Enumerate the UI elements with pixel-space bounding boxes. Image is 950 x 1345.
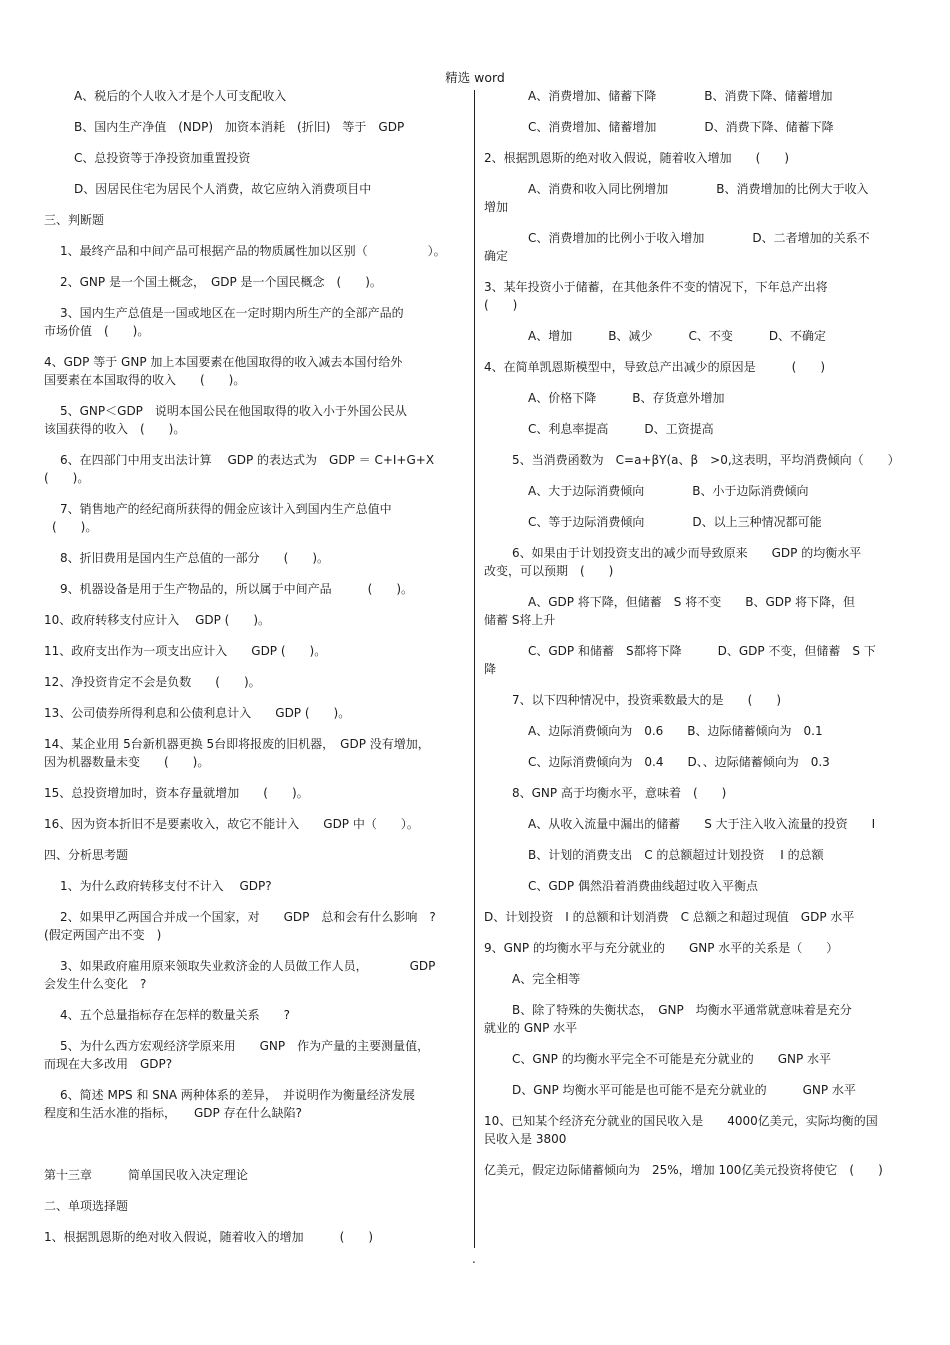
text-line: 亿美元，假定边际储蓄倾向为 25%，增加 100亿美元投资将使它 ( ) <box>484 1163 883 1177</box>
text-line: (假定两国产出不变 ) <box>44 928 162 942</box>
text-line: C、GDP 和储蓄 S都将下降 D、GDP 不变，但储蓄 S 下 <box>528 644 876 658</box>
text-line: 增加 <box>484 200 509 214</box>
text-line: B、国内生产净值 (NDP) 加资本消耗 (折旧) 等于 GDP <box>74 120 405 134</box>
text-line: 12、净投资肯定不会是负数 ( )。 <box>44 675 261 689</box>
text-line: 14、某企业用 5台新机器更换 5台即将报废的旧机器， GDP 没有增加， <box>44 737 430 751</box>
text-line: 因为机器数量未变 ( )。 <box>44 755 210 769</box>
text-line: A、完全相等 <box>512 972 581 986</box>
text-line: A、边际消费倾向为 0.6 B、边际储蓄倾向为 0.1 <box>528 724 823 738</box>
text-line: 会发生什么变化 ? <box>44 977 147 991</box>
text-line: 四、分析思考题 <box>44 848 129 862</box>
text-line: 3、国内生产总值是一国或地区在一定时期内所生产的全部产品的 <box>60 306 404 320</box>
page-header: 精选 word <box>445 70 505 85</box>
text-line: 二、单项选择题 <box>44 1199 129 1213</box>
text-line: A、大于边际消费倾向 B、小于边际消费倾向 <box>528 484 809 498</box>
text-line: D、GNP 均衡水平可能是也可能不是充分就业的 GNP 水平 <box>512 1083 856 1097</box>
text-line: A、增加 B、减少 C、不变 D、不确定 <box>528 329 827 343</box>
text-line: 5、当消费函数为 C=a+βY(a、β >0,这表明，平均消费倾向（ ） <box>512 453 900 467</box>
text-line: 10、已知某个经济充分就业的国民收入是 4000亿美元，实际均衡的国 <box>484 1114 878 1128</box>
text-line: 4、GDP 等于 GNP 加上本国要素在他国取得的收入减去本国付给外 <box>44 355 403 369</box>
text-line: 市场价值 ( )。 <box>44 324 150 338</box>
text-line: 3、某年投资小于储蓄，在其他条件不变的情况下，下年总产出将 <box>484 280 828 294</box>
column-divider <box>474 90 475 1248</box>
text-line: 降 <box>484 662 497 676</box>
text-line: 5、为什么西方宏观经济学原来用 GNP 作为产量的主要测量值， <box>60 1039 430 1053</box>
text-line: A、消费增加、储蓄下降 B、消费下降、储蓄增加 <box>528 89 833 103</box>
text-line: 2、GNP 是一个国土概念， GDP 是一个国民概念 ( )。 <box>60 275 382 289</box>
text-line: 8、GNP 高于均衡水平，意味着 ( ) <box>512 786 727 800</box>
text-line: 6、简述 MPS 和 SNA 两种体系的差异， 并说明作为衡量经济发展 <box>60 1088 415 1102</box>
text-line: 5、GNP＜GDP 说明本国公民在他国取得的收入小于外国公民从 <box>60 404 407 418</box>
text-line: A、从收入流量中漏出的储蓄 S 大于注入收入流量的投资 I <box>528 817 876 831</box>
text-line: C、等于边际消费倾向 D、以上三种情况都可能 <box>528 515 822 529</box>
text-line: 6、在四部门中用支出法计算 GDP 的表达式为 GDP ＝ C+I+G+X <box>60 453 435 467</box>
page-footer-mark: . <box>472 1252 476 1266</box>
text-line: 而现在大多改用 GDP? <box>44 1057 173 1071</box>
text-line: 13、公司债券所得利息和公债利息计入 GDP ( )。 <box>44 706 351 720</box>
text-line: ( ) <box>484 298 518 312</box>
text-line: 9、GNP 的均衡水平与充分就业的 GNP 水平的关系是（ ） <box>484 941 839 955</box>
text-line: 4、在简单凯恩斯模型中，导致总产出减少的原因是 ( ) <box>484 360 826 374</box>
text-line: A、价格下降 B、存货意外增加 <box>528 391 725 405</box>
text-line: 2、根据凯恩斯的绝对收入假说，随着收入增加 ( ) <box>484 151 790 165</box>
text-line: C、利息率提高 D、工资提高 <box>528 422 714 436</box>
text-line: C、消费增加的比例小于收入增加 D、二者增加的关系不 <box>528 231 870 245</box>
text-line: ( )。 <box>44 471 90 485</box>
text-line: C、消费增加、储蓄增加 D、消费下降、储蓄下降 <box>528 120 834 134</box>
text-line: 1、最终产品和中间产品可根据产品的物质属性加以区别（ ）。 <box>60 244 446 258</box>
text-line: 7、以下四种情况中，投资乘数最大的是 ( ) <box>512 693 781 707</box>
text-line: C、GDP 偶然沿着消费曲线超过收入平衡点 <box>528 879 758 893</box>
text-line: ( )。 <box>52 520 98 534</box>
text-line: 10、政府转移支付应计入 GDP ( )。 <box>44 613 271 627</box>
text-line: 6、如果由于计划投资支出的减少而导致原来 GDP 的均衡水平 <box>512 546 862 560</box>
text-line: A、税后的个人收入才是个人可支配收入 <box>74 89 287 103</box>
text-line: D、计划投资 I 的总额和计划消费 C 总额之和超过现值 GDP 水平 <box>484 910 855 924</box>
text-line: 9、机器设备是用于生产物品的，所以属于中间产品 ( )。 <box>60 582 414 596</box>
text-line: 储蓄 S将上升 <box>484 613 556 627</box>
text-line: 1、为什么政府转移支付不计入 GDP? <box>60 879 272 893</box>
text-line: 7、销售地产的经纪商所获得的佣金应该计入到国内生产总值中 <box>60 502 392 516</box>
text-line: 该国获得的收入 ( )。 <box>44 422 186 436</box>
text-line: 15、总投资增加时，资本存量就增加 ( )。 <box>44 786 309 800</box>
text-line: 1、根据凯恩斯的绝对收入假说，随着收入的增加 ( ) <box>44 1230 374 1244</box>
text-line: C、GNP 的均衡水平完全不可能是充分就业的 GNP 水平 <box>512 1052 832 1066</box>
text-line: 第十三章 简单国民收入决定理论 <box>44 1168 249 1182</box>
text-line: 11、政府支出作为一项支出应计入 GDP ( )。 <box>44 644 327 658</box>
text-line: 确定 <box>484 249 509 263</box>
text-line: 3、如果政府雇用原来领取失业救济金的人员做工作人员， GDP <box>60 959 436 973</box>
text-line: 就业的 GNP 水平 <box>484 1021 578 1035</box>
text-line: 改变，可以预期 ( ) <box>484 564 614 578</box>
text-line: 国要素在本国取得的收入 ( )。 <box>44 373 246 387</box>
text-line: 16、因为资本折旧不是要素收入，故它不能计入 GDP 中（ ）。 <box>44 817 419 831</box>
text-line: D、因居民住宅为居民个人消费，故它应纳入消费项目中 <box>74 182 372 196</box>
text-line: A、GDP 将下降，但储蓄 S 将不变 B、GDP 将下降，但 <box>528 595 856 609</box>
text-line: A、消费和收入同比例增加 B、消费增加的比例大于收入 <box>528 182 869 196</box>
text-line: 民收入是 3800 <box>484 1132 567 1146</box>
text-line: 8、折旧费用是国内生产总值的一部分 ( )。 <box>60 551 329 565</box>
text-line: C、总投资等于净投资加重置投资 <box>74 151 251 165</box>
text-line: 4、五个总量指标存在怎样的数量关系 ? <box>60 1008 291 1022</box>
text-line: 2、如果甲乙两国合并成一个国家，对 GDP 总和会有什么影响 ? <box>60 910 436 924</box>
text-line: B、除了特殊的失衡状态， GNP 均衡水平通常就意味着是充分 <box>512 1003 852 1017</box>
text-line: 三、判断题 <box>44 213 105 227</box>
text-line: C、边际消费倾向为 0.4 D、、边际储蓄倾向为 0.3 <box>528 755 830 769</box>
text-line: B、计划的消费支出 C 的总额超过计划投资 I 的总额 <box>528 848 824 862</box>
text-line: 程度和生活水准的指标， GDP 存在什么缺陷? <box>44 1106 302 1120</box>
